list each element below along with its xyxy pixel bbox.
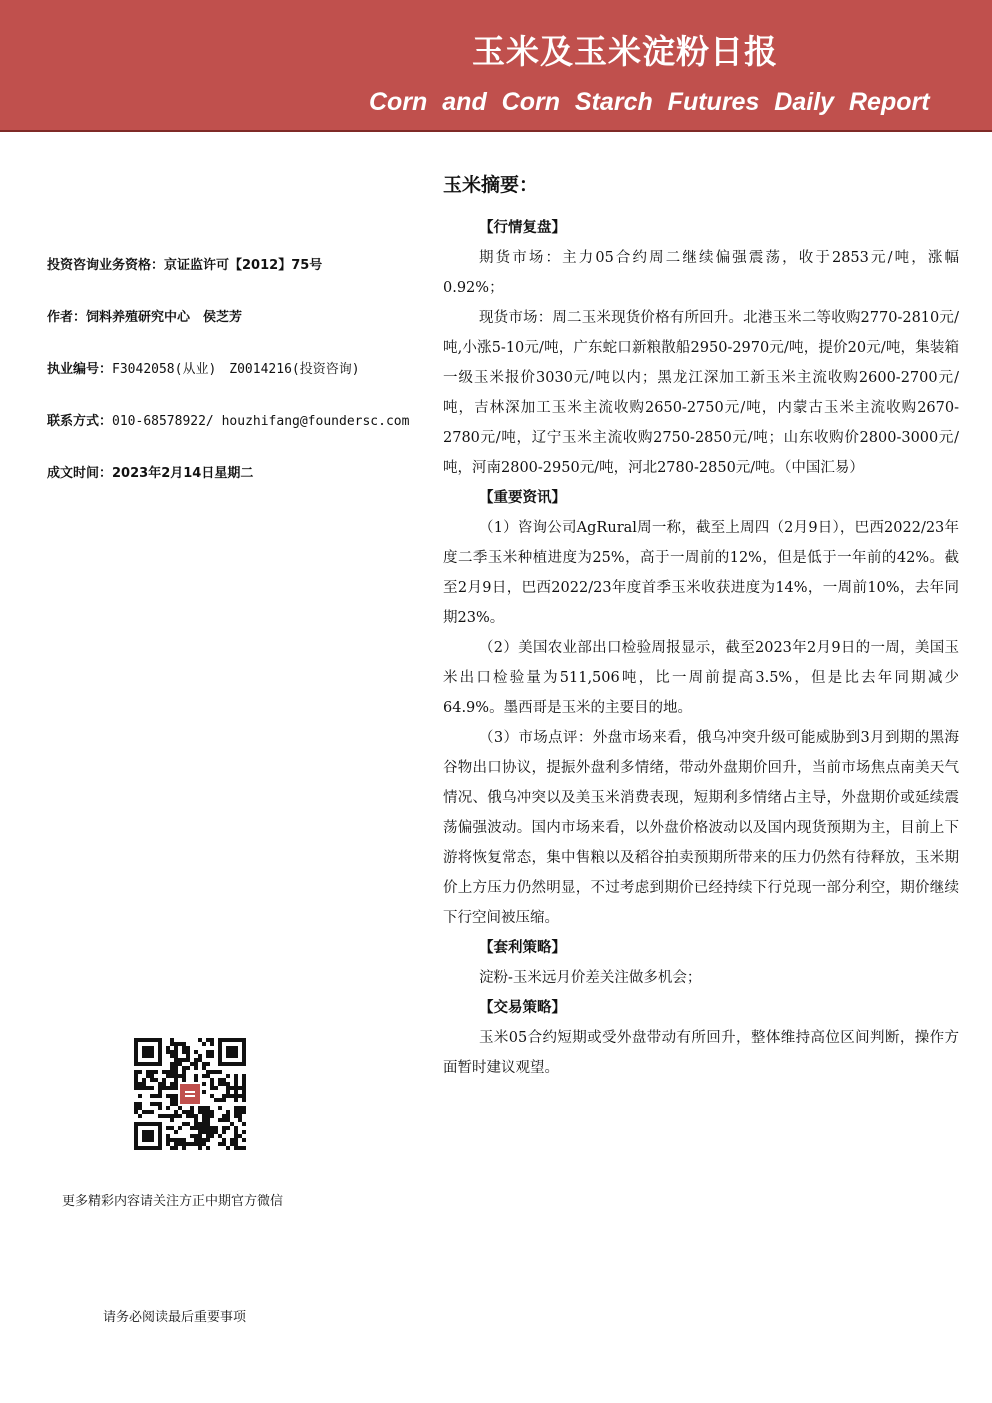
contact-value: 010-68578922/ houzhifang@foundersc.com — [112, 414, 410, 429]
date-label: 成文时间： — [47, 466, 113, 481]
contact-line — [47, 410, 409, 429]
section-heading-arbitrage: 【套利策略】 — [479, 940, 566, 956]
qr-caption: 更多精彩内容请关注方正中期官方微信 — [62, 1194, 284, 1209]
license-line — [47, 358, 360, 377]
author-line — [47, 306, 242, 325]
qualification-value: 京证监许可【2012】75号 — [164, 258, 323, 273]
paragraph-news-2: （2）美国农业部出口检验周报显示，截至2023年2月9日的一周，美国玉米出口检验量为511,506吨，比一周前提高3.5%，但是比去年同期减少64.9%。墨西哥是玉米的主要目的地。 — [443, 640, 959, 716]
qualification-label: 投资咨询业务资格： — [47, 258, 165, 273]
report-title-en: Corn and Corn Starch Futures Daily Report — [369, 88, 930, 116]
paragraph-news-1: （1）咨询公司AgRural周一称，截至上周四（2月9日），巴西2022/23年度二季玉米种植进度为25%，高于一周前的12%，但是低于一年前的42%。截至2月9日，巴西2022/23年度首季玉米收获进度为14%，一周前10%，去年同期23%。 — [443, 520, 959, 626]
section-heading-market-review: 【行情复盘】 — [479, 220, 566, 236]
section-heading-key-news: 【重要资讯】 — [479, 490, 566, 506]
author-value: 饲料养殖研究中心 侯芝芳 — [86, 310, 243, 325]
paragraph-trading: 玉米05合约短期或受外盘带动有所回升，整体维持高位区间判断，操作方面暂时建议观望。 — [443, 1030, 959, 1076]
report-header-banner — [0, 0, 992, 132]
section-heading-trading: 【交易策略】 — [479, 1000, 566, 1016]
summary-title: 玉米摘要： — [443, 174, 539, 196]
report-title-cn: 玉米及玉米淀粉日报 — [472, 32, 778, 71]
contact-label: 联系方式： — [47, 414, 113, 429]
paragraph-news-3: （3）市场点评：外盘市场来看，俄乌冲突升级可能威胁到3月到期的黑海谷物出口协议，提振外盘利多情绪，带动外盘期价回升，当前市场焦点南美天气情况、俄乌冲突以及美玉米消费表现，短期利多情绪占主导，外盘期价或延续震荡偏强波动。国内市场来看，以外盘价格波动以及国内现货预期为主，目前上下游将恢复常态，集中售粮以及稻谷拍卖预期所带来的压力仍然有待释放，玉米期价上方压力仍然明显，不过考虑到期价已经持续下行兑现一部分利空，期价继续下行空间被压缩。 — [443, 730, 959, 926]
footer-disclaimer-note: 请务必阅读最后重要事项 — [103, 1310, 247, 1325]
license-value: F3042058(从业) Z0014216(投资咨询) — [112, 362, 360, 377]
date-value: 2023年2月14日星期二 — [112, 466, 254, 481]
paragraph-spot-market: 现货市场：周二玉米现货价格有所回升。北港玉米二等收购2770-2810元/吨,小涨5-10元/吨，广东蛇口新粮散船2950-2970元/吨，提价20元/吨，集装箱一级玉米报价3030元/吨以内；黑龙江深加工新玉米主流收购2600-2700元/吨，吉林深加工玉米主流收购2650-2750元/吨，内蒙古玉米主流收购2670-2780元/吨，辽宁玉米主流收购2750-2850元/吨；山东收购价2800-3000元/吨，河南2800-2950元/吨，河北2780-2850元/吨。（中国汇易） — [443, 310, 959, 476]
author-label: 作者： — [47, 310, 87, 325]
license-label: 执业编号： — [47, 362, 113, 377]
paragraph-arbitrage: 淀粉-玉米远月价差关注做多机会； — [479, 970, 702, 986]
date-line — [47, 462, 253, 481]
paragraph-futures-market: 期货市场：主力05合约周二继续偏强震荡，收于2853元/吨，涨幅0.92%； — [443, 250, 959, 296]
qualification-line — [47, 254, 322, 273]
corn-summary — [443, 168, 959, 1083]
qr-code-icon — [134, 1038, 246, 1150]
